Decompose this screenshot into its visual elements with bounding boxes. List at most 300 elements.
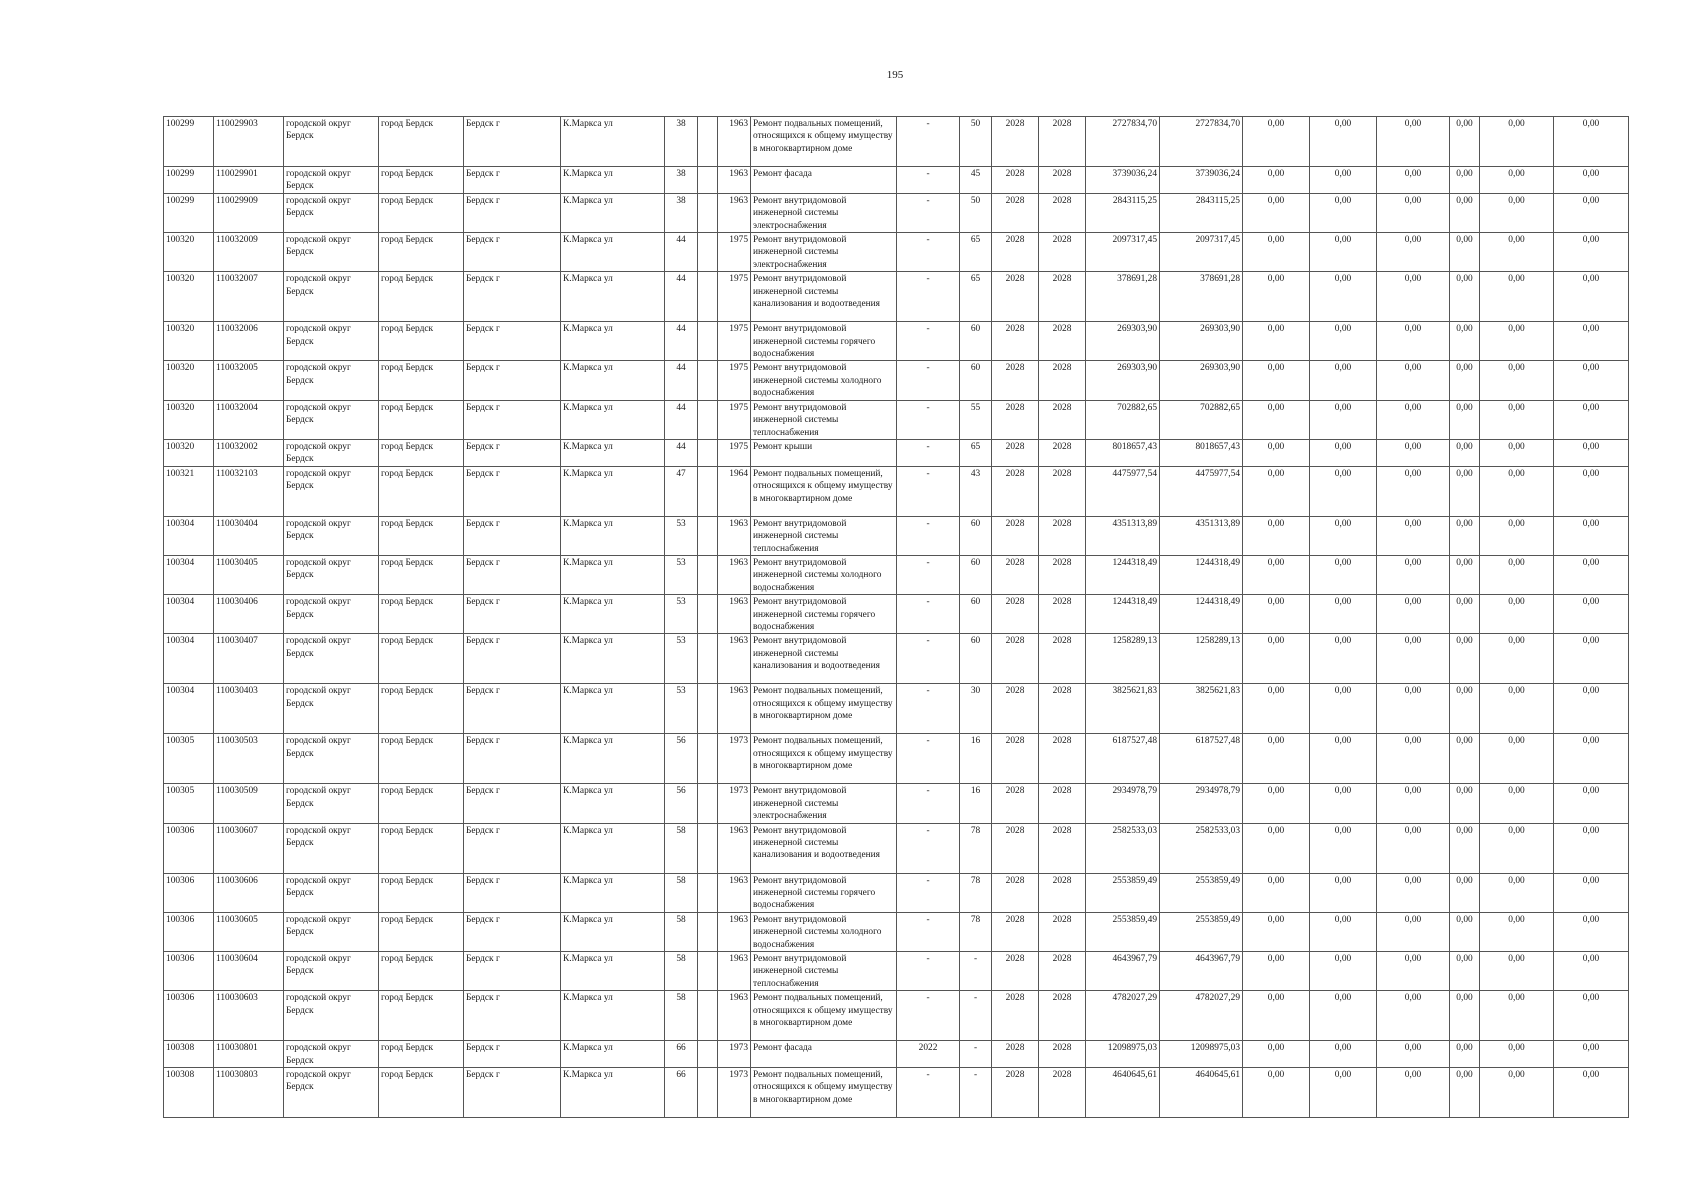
wear-percent-cell: 65 (960, 233, 992, 272)
extra-cost-cell: 0,00 (1554, 595, 1629, 634)
building-cell (698, 734, 718, 784)
street-cell: К.Маркса ул (561, 233, 665, 272)
plan-start-year-cell: 2028 (992, 991, 1039, 1041)
municipality-cell: городской округ Бердск (284, 439, 379, 466)
fund-cost-cell: 2843115,25 (1160, 193, 1243, 232)
municipality-cell: городской округ Бердск (284, 912, 379, 951)
locality-cell: Бердск г (464, 991, 561, 1041)
year-built-cell: 1975 (718, 400, 751, 439)
other-funds-cell: 0,00 (1480, 634, 1554, 684)
local-budget-cell: 0,00 (1377, 873, 1450, 912)
owners-funds-cell: 0,00 (1450, 991, 1480, 1041)
municipality-cell: городской округ Бердск (284, 823, 379, 873)
extra-cost-cell: 0,00 (1554, 873, 1629, 912)
fund-cost-cell: 2582533,03 (1160, 823, 1243, 873)
plan-start-year-cell: 2028 (992, 634, 1039, 684)
fund-cost-cell: 4643967,79 (1160, 952, 1243, 991)
table-row (164, 1041, 1629, 1068)
work-id-cell: 110030605 (214, 912, 284, 951)
plan-start-year-cell: 2028 (992, 873, 1039, 912)
total-cost-cell: 1244318,49 (1086, 595, 1160, 634)
federal-budget-cell: 0,00 (1243, 193, 1310, 232)
total-cost-cell: 4643967,79 (1086, 952, 1160, 991)
settlement-cell: город Бердск (379, 595, 464, 634)
local-budget-cell: 0,00 (1377, 823, 1450, 873)
settlement-cell: город Бердск (379, 823, 464, 873)
year-built-cell: 1963 (718, 117, 751, 167)
house-number-cell: 44 (665, 233, 698, 272)
house-id-cell: 100304 (164, 595, 214, 634)
federal-budget-cell: 0,00 (1243, 595, 1310, 634)
work-type-cell: Ремонт внутридомовой инженерной системы электроснабжения (751, 193, 897, 232)
settlement-cell: город Бердск (379, 439, 464, 466)
plan-end-year-cell: 2028 (1039, 784, 1086, 823)
year-built-cell: 1963 (718, 167, 751, 194)
settlement-cell: город Бердск (379, 361, 464, 400)
plan-start-year-cell: 2028 (992, 361, 1039, 400)
plan-start-year-cell: 2028 (992, 684, 1039, 734)
house-number-cell: 38 (665, 193, 698, 232)
federal-budget-cell: 0,00 (1243, 322, 1310, 361)
table-row (164, 516, 1629, 555)
municipality-cell: городской округ Бердск (284, 361, 379, 400)
work-id-cell: 110030509 (214, 784, 284, 823)
total-cost-cell: 2097317,45 (1086, 233, 1160, 272)
wear-percent-cell: 60 (960, 361, 992, 400)
plan-end-year-cell: 2028 (1039, 595, 1086, 634)
plan-start-year-cell: 2028 (992, 272, 1039, 322)
fund-cost-cell: 12098975,03 (1160, 1041, 1243, 1068)
local-budget-cell: 0,00 (1377, 784, 1450, 823)
fund-cost-cell: 1258289,13 (1160, 634, 1243, 684)
owners-funds-cell: 0,00 (1450, 1041, 1480, 1068)
municipality-cell: городской округ Бердск (284, 991, 379, 1041)
regional-budget-cell: 0,00 (1310, 361, 1377, 400)
extra-cost-cell: 0,00 (1554, 322, 1629, 361)
house-number-cell: 56 (665, 734, 698, 784)
table-row (164, 991, 1629, 1041)
settlement-cell: город Бердск (379, 912, 464, 951)
building-cell (698, 272, 718, 322)
work-id-cell: 110032009 (214, 233, 284, 272)
fund-cost-cell: 702882,65 (1160, 400, 1243, 439)
settlement-cell: город Бердск (379, 167, 464, 194)
table-row (164, 117, 1629, 167)
owners-funds-cell: 0,00 (1450, 361, 1480, 400)
total-cost-cell: 269303,90 (1086, 361, 1160, 400)
other-funds-cell: 0,00 (1480, 555, 1554, 594)
municipality-cell: городской округ Бердск (284, 684, 379, 734)
plan-end-year-cell: 2028 (1039, 684, 1086, 734)
fund-cost-cell: 2553859,49 (1160, 912, 1243, 951)
plan-end-year-cell: 2028 (1039, 823, 1086, 873)
table-row (164, 555, 1629, 594)
wear-percent-cell: - (960, 1041, 992, 1068)
year-built-cell: 1963 (718, 912, 751, 951)
other-funds-cell: 0,00 (1480, 193, 1554, 232)
plan-end-year-cell: 2028 (1039, 1068, 1086, 1118)
regional-budget-cell: 0,00 (1310, 912, 1377, 951)
wear-percent-cell: 30 (960, 684, 992, 734)
other-funds-cell: 0,00 (1480, 912, 1554, 951)
last-repair-year-cell: - (897, 361, 960, 400)
locality-cell: Бердск г (464, 193, 561, 232)
last-repair-year-cell: - (897, 734, 960, 784)
work-id-cell: 110029901 (214, 167, 284, 194)
work-type-cell: Ремонт внутридомовой инженерной системы горячего водоснабжения (751, 873, 897, 912)
owners-funds-cell: 0,00 (1450, 595, 1480, 634)
house-id-cell: 100320 (164, 361, 214, 400)
federal-budget-cell: 0,00 (1243, 466, 1310, 516)
work-id-cell: 110030603 (214, 991, 284, 1041)
work-id-cell: 110030604 (214, 952, 284, 991)
total-cost-cell: 2727834,70 (1086, 117, 1160, 167)
work-type-cell: Ремонт подвальных помещений, относящихся к общему имуществу в многоквартирном доме (751, 684, 897, 734)
fund-cost-cell: 3825621,83 (1160, 684, 1243, 734)
municipality-cell: городской округ Бердск (284, 784, 379, 823)
wear-percent-cell: 60 (960, 595, 992, 634)
fund-cost-cell: 2097317,45 (1160, 233, 1243, 272)
plan-start-year-cell: 2028 (992, 1068, 1039, 1118)
plan-end-year-cell: 2028 (1039, 991, 1086, 1041)
plan-start-year-cell: 2028 (992, 439, 1039, 466)
plan-end-year-cell: 2028 (1039, 322, 1086, 361)
local-budget-cell: 0,00 (1377, 516, 1450, 555)
other-funds-cell: 0,00 (1480, 1041, 1554, 1068)
year-built-cell: 1975 (718, 361, 751, 400)
plan-end-year-cell: 2028 (1039, 117, 1086, 167)
fund-cost-cell: 269303,90 (1160, 361, 1243, 400)
wear-percent-cell: - (960, 1068, 992, 1118)
work-type-cell: Ремонт подвальных помещений, относящихся к общему имуществу в многоквартирном доме (751, 466, 897, 516)
local-budget-cell: 0,00 (1377, 555, 1450, 594)
work-id-cell: 110030801 (214, 1041, 284, 1068)
other-funds-cell: 0,00 (1480, 361, 1554, 400)
federal-budget-cell: 0,00 (1243, 117, 1310, 167)
building-cell (698, 991, 718, 1041)
last-repair-year-cell: - (897, 912, 960, 951)
plan-end-year-cell: 2028 (1039, 167, 1086, 194)
owners-funds-cell: 0,00 (1450, 516, 1480, 555)
plan-end-year-cell: 2028 (1039, 466, 1086, 516)
street-cell: К.Маркса ул (561, 117, 665, 167)
plan-end-year-cell: 2028 (1039, 233, 1086, 272)
owners-funds-cell: 0,00 (1450, 784, 1480, 823)
wear-percent-cell: 50 (960, 193, 992, 232)
municipality-cell: городской округ Бердск (284, 734, 379, 784)
house-id-cell: 100306 (164, 912, 214, 951)
work-type-cell: Ремонт внутридомовой инженерной системы электроснабжения (751, 233, 897, 272)
extra-cost-cell: 0,00 (1554, 167, 1629, 194)
fund-cost-cell: 3739036,24 (1160, 167, 1243, 194)
total-cost-cell: 12098975,03 (1086, 1041, 1160, 1068)
plan-start-year-cell: 2028 (992, 734, 1039, 784)
page-number: 195 (886, 69, 904, 81)
house-number-cell: 44 (665, 400, 698, 439)
house-id-cell: 100308 (164, 1068, 214, 1118)
federal-budget-cell: 0,00 (1243, 1041, 1310, 1068)
street-cell: К.Маркса ул (561, 361, 665, 400)
table-row (164, 684, 1629, 734)
federal-budget-cell: 0,00 (1243, 1068, 1310, 1118)
building-cell (698, 912, 718, 951)
plan-end-year-cell: 2028 (1039, 1041, 1086, 1068)
year-built-cell: 1973 (718, 1041, 751, 1068)
house-id-cell: 100306 (164, 873, 214, 912)
local-budget-cell: 0,00 (1377, 734, 1450, 784)
street-cell: К.Маркса ул (561, 272, 665, 322)
federal-budget-cell: 0,00 (1243, 555, 1310, 594)
settlement-cell: город Бердск (379, 684, 464, 734)
house-number-cell: 53 (665, 684, 698, 734)
local-budget-cell: 0,00 (1377, 439, 1450, 466)
extra-cost-cell: 0,00 (1554, 439, 1629, 466)
local-budget-cell: 0,00 (1377, 233, 1450, 272)
street-cell: К.Маркса ул (561, 634, 665, 684)
work-id-cell: 110030405 (214, 555, 284, 594)
extra-cost-cell: 0,00 (1554, 193, 1629, 232)
locality-cell: Бердск г (464, 634, 561, 684)
building-cell (698, 193, 718, 232)
plan-start-year-cell: 2028 (992, 912, 1039, 951)
wear-percent-cell: 78 (960, 823, 992, 873)
work-type-cell: Ремонт внутридомовой инженерной системы канализования и водоотведения (751, 272, 897, 322)
last-repair-year-cell: - (897, 322, 960, 361)
wear-percent-cell: 16 (960, 784, 992, 823)
house-number-cell: 58 (665, 912, 698, 951)
local-budget-cell: 0,00 (1377, 1041, 1450, 1068)
wear-percent-cell: 16 (960, 734, 992, 784)
settlement-cell: город Бердск (379, 516, 464, 555)
total-cost-cell: 4475977,54 (1086, 466, 1160, 516)
regional-budget-cell: 0,00 (1310, 466, 1377, 516)
street-cell: К.Маркса ул (561, 684, 665, 734)
settlement-cell: город Бердск (379, 784, 464, 823)
local-budget-cell: 0,00 (1377, 400, 1450, 439)
other-funds-cell: 0,00 (1480, 400, 1554, 439)
house-id-cell: 100306 (164, 823, 214, 873)
federal-budget-cell: 0,00 (1243, 823, 1310, 873)
total-cost-cell: 2843115,25 (1086, 193, 1160, 232)
owners-funds-cell: 0,00 (1450, 952, 1480, 991)
plan-start-year-cell: 2028 (992, 952, 1039, 991)
other-funds-cell: 0,00 (1480, 117, 1554, 167)
year-built-cell: 1963 (718, 634, 751, 684)
local-budget-cell: 0,00 (1377, 167, 1450, 194)
house-number-cell: 66 (665, 1041, 698, 1068)
house-number-cell: 58 (665, 873, 698, 912)
house-id-cell: 100306 (164, 991, 214, 1041)
regional-budget-cell: 0,00 (1310, 634, 1377, 684)
street-cell: К.Маркса ул (561, 912, 665, 951)
plan-start-year-cell: 2028 (992, 784, 1039, 823)
plan-start-year-cell: 2028 (992, 233, 1039, 272)
table-row (164, 272, 1629, 322)
house-number-cell: 58 (665, 991, 698, 1041)
house-id-cell: 100304 (164, 516, 214, 555)
work-type-cell: Ремонт фасада (751, 1041, 897, 1068)
year-built-cell: 1963 (718, 595, 751, 634)
municipality-cell: городской округ Бердск (284, 1041, 379, 1068)
locality-cell: Бердск г (464, 912, 561, 951)
last-repair-year-cell: - (897, 272, 960, 322)
local-budget-cell: 0,00 (1377, 322, 1450, 361)
locality-cell: Бердск г (464, 167, 561, 194)
regional-budget-cell: 0,00 (1310, 991, 1377, 1041)
locality-cell: Бердск г (464, 784, 561, 823)
locality-cell: Бердск г (464, 734, 561, 784)
federal-budget-cell: 0,00 (1243, 991, 1310, 1041)
plan-end-year-cell: 2028 (1039, 272, 1086, 322)
last-repair-year-cell: - (897, 991, 960, 1041)
street-cell: К.Маркса ул (561, 823, 665, 873)
total-cost-cell: 2553859,49 (1086, 873, 1160, 912)
street-cell: К.Маркса ул (561, 991, 665, 1041)
street-cell: К.Маркса ул (561, 1041, 665, 1068)
locality-cell: Бердск г (464, 233, 561, 272)
building-cell (698, 439, 718, 466)
locality-cell: Бердск г (464, 516, 561, 555)
fund-cost-cell: 6187527,48 (1160, 734, 1243, 784)
street-cell: К.Маркса ул (561, 466, 665, 516)
year-built-cell: 1963 (718, 991, 751, 1041)
locality-cell: Бердск г (464, 117, 561, 167)
house-id-cell: 100320 (164, 233, 214, 272)
last-repair-year-cell: - (897, 439, 960, 466)
extra-cost-cell: 0,00 (1554, 466, 1629, 516)
locality-cell: Бердск г (464, 1068, 561, 1118)
total-cost-cell: 6187527,48 (1086, 734, 1160, 784)
building-cell (698, 466, 718, 516)
owners-funds-cell: 0,00 (1450, 322, 1480, 361)
other-funds-cell: 0,00 (1480, 466, 1554, 516)
locality-cell: Бердск г (464, 823, 561, 873)
house-number-cell: 38 (665, 167, 698, 194)
last-repair-year-cell: - (897, 1068, 960, 1118)
settlement-cell: город Бердск (379, 734, 464, 784)
house-id-cell: 100299 (164, 167, 214, 194)
owners-funds-cell: 0,00 (1450, 734, 1480, 784)
building-cell (698, 823, 718, 873)
federal-budget-cell: 0,00 (1243, 634, 1310, 684)
extra-cost-cell: 0,00 (1554, 734, 1629, 784)
municipality-cell: городской округ Бердск (284, 466, 379, 516)
settlement-cell: город Бердск (379, 1041, 464, 1068)
plan-start-year-cell: 2028 (992, 322, 1039, 361)
other-funds-cell: 0,00 (1480, 784, 1554, 823)
municipality-cell: городской округ Бердск (284, 400, 379, 439)
owners-funds-cell: 0,00 (1450, 193, 1480, 232)
plan-start-year-cell: 2028 (992, 1041, 1039, 1068)
last-repair-year-cell: - (897, 684, 960, 734)
house-id-cell: 100299 (164, 117, 214, 167)
locality-cell: Бердск г (464, 322, 561, 361)
owners-funds-cell: 0,00 (1450, 439, 1480, 466)
local-budget-cell: 0,00 (1377, 193, 1450, 232)
settlement-cell: город Бердск (379, 322, 464, 361)
other-funds-cell: 0,00 (1480, 684, 1554, 734)
total-cost-cell: 1258289,13 (1086, 634, 1160, 684)
regional-budget-cell: 0,00 (1310, 555, 1377, 594)
plan-end-year-cell: 2028 (1039, 193, 1086, 232)
work-type-cell: Ремонт крыши (751, 439, 897, 466)
wear-percent-cell: 60 (960, 322, 992, 361)
total-cost-cell: 378691,28 (1086, 272, 1160, 322)
total-cost-cell: 269303,90 (1086, 322, 1160, 361)
wear-percent-cell: 50 (960, 117, 992, 167)
total-cost-cell: 4782027,29 (1086, 991, 1160, 1041)
work-type-cell: Ремонт внутридомовой инженерной системы горячего водоснабжения (751, 595, 897, 634)
locality-cell: Бердск г (464, 400, 561, 439)
house-id-cell: 100320 (164, 400, 214, 439)
fund-cost-cell: 4351313,89 (1160, 516, 1243, 555)
building-cell (698, 400, 718, 439)
house-id-cell: 100304 (164, 634, 214, 684)
regional-budget-cell: 0,00 (1310, 272, 1377, 322)
regional-budget-cell: 0,00 (1310, 439, 1377, 466)
federal-budget-cell: 0,00 (1243, 167, 1310, 194)
plan-end-year-cell: 2028 (1039, 873, 1086, 912)
regional-budget-cell: 0,00 (1310, 823, 1377, 873)
regional-budget-cell: 0,00 (1310, 233, 1377, 272)
year-built-cell: 1963 (718, 684, 751, 734)
house-number-cell: 47 (665, 466, 698, 516)
other-funds-cell: 0,00 (1480, 1068, 1554, 1118)
building-cell (698, 167, 718, 194)
last-repair-year-cell: - (897, 595, 960, 634)
fund-cost-cell: 1244318,49 (1160, 595, 1243, 634)
fund-cost-cell: 269303,90 (1160, 322, 1243, 361)
regional-budget-cell: 0,00 (1310, 1041, 1377, 1068)
wear-percent-cell: 55 (960, 400, 992, 439)
last-repair-year-cell: - (897, 555, 960, 594)
table-row (164, 595, 1629, 634)
regional-budget-cell: 0,00 (1310, 400, 1377, 439)
last-repair-year-cell: - (897, 784, 960, 823)
house-number-cell: 38 (665, 117, 698, 167)
street-cell: К.Маркса ул (561, 952, 665, 991)
year-built-cell: 1963 (718, 873, 751, 912)
house-id-cell: 100320 (164, 272, 214, 322)
work-type-cell: Ремонт внутридомовой инженерной системы холодного водоснабжения (751, 912, 897, 951)
building-cell (698, 117, 718, 167)
extra-cost-cell: 0,00 (1554, 272, 1629, 322)
work-id-cell: 110032004 (214, 400, 284, 439)
total-cost-cell: 3739036,24 (1086, 167, 1160, 194)
building-cell (698, 595, 718, 634)
work-type-cell: Ремонт внутридомовой инженерной системы электроснабжения (751, 784, 897, 823)
local-budget-cell: 0,00 (1377, 595, 1450, 634)
settlement-cell: город Бердск (379, 873, 464, 912)
total-cost-cell: 702882,65 (1086, 400, 1160, 439)
building-cell (698, 634, 718, 684)
work-type-cell: Ремонт внутридомовой инженерной системы холодного водоснабжения (751, 555, 897, 594)
house-id-cell: 100304 (164, 684, 214, 734)
building-cell (698, 361, 718, 400)
municipality-cell: городской округ Бердск (284, 952, 379, 991)
work-type-cell: Ремонт подвальных помещений, относящихся к общему имуществу в многоквартирном доме (751, 117, 897, 167)
regional-budget-cell: 0,00 (1310, 784, 1377, 823)
owners-funds-cell: 0,00 (1450, 233, 1480, 272)
street-cell: К.Маркса ул (561, 595, 665, 634)
settlement-cell: город Бердск (379, 466, 464, 516)
work-id-cell: 110030403 (214, 684, 284, 734)
house-number-cell: 53 (665, 555, 698, 594)
regional-budget-cell: 0,00 (1310, 117, 1377, 167)
work-id-cell: 110032005 (214, 361, 284, 400)
municipality-cell: городской округ Бердск (284, 555, 379, 594)
building-cell (698, 1041, 718, 1068)
